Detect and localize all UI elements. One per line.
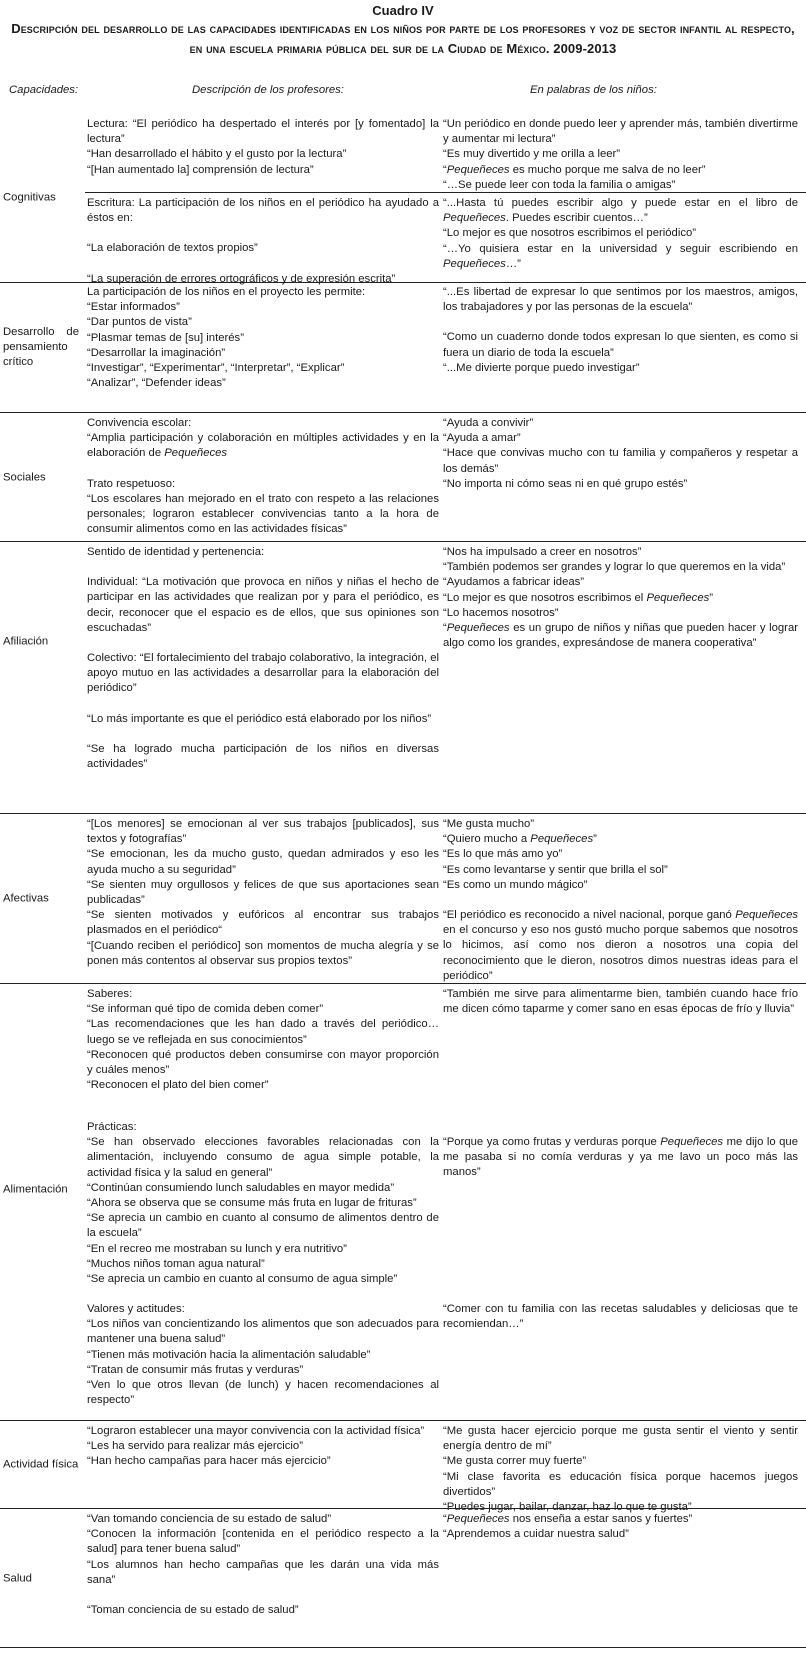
ninos-cell bbox=[443, 117, 798, 193]
quote-text: “Van tomando conciencia de su estado de salud” bbox=[87, 1513, 332, 1525]
quote-text: “Es como levantarse y sentir que brilla el sol” bbox=[443, 863, 668, 876]
capacidad-label: Salud bbox=[3, 1571, 32, 1584]
capacidad-label: Afiliación bbox=[3, 635, 49, 648]
quote-text: “Han hecho campañas para hacer más ejercicio” bbox=[87, 1455, 331, 1468]
capacidad-label: Afectivas bbox=[3, 892, 49, 905]
profesores-cell bbox=[87, 117, 439, 178]
quote-text: “Se emocionan, les da mucho gusto, quedan admirados y eso les ayuda mucho a su seguridad” bbox=[87, 848, 439, 876]
quote-text: “Se han observado elecciones favorables relacionadas con la alimentación, incluyendo consumo de agua simple potable, la actividad física y la salud en general” bbox=[87, 1136, 439, 1179]
quote-text: Convivencia escolar: bbox=[87, 417, 192, 429]
profesores-cell bbox=[87, 196, 439, 287]
quote-text: “El periódico es reconocido a nivel nacional, porque ganó Pequeñeces en el concurso y eso nos gustó mucho porque sabemos que nosotros lo hicimos, así como nos dieron a nosotros una copia del reconocimiento que le dieron, nosotros dimos nuestras ideas para el periódico” bbox=[443, 909, 798, 982]
table-row-afectivas bbox=[0, 813, 806, 984]
capacidad-label: Alimentación bbox=[3, 1183, 68, 1196]
column-header-ninos: En palabras de los niños: bbox=[530, 84, 657, 96]
quote-text: “Ayuda a convivir” bbox=[443, 417, 534, 429]
table-label: Cuadro IV bbox=[372, 3, 434, 18]
table-row-pensamiento bbox=[0, 282, 806, 413]
quote-text: “[Cuando reciben el periódico] son momentos de mucha alegría y se ponen más contentos al observar sus propios textos” bbox=[87, 939, 439, 967]
quote-text: “Dar puntos de vista” bbox=[87, 316, 192, 329]
quote-text: “Tratan de consumir más frutas y verduras” bbox=[87, 1363, 304, 1376]
quote-text: “Ayudamos a fabricar ideas” bbox=[443, 576, 585, 589]
table-row-actividad-fisica bbox=[0, 1420, 806, 1514]
newspaper-name: Pequeñeces bbox=[735, 909, 798, 922]
quote-text: “Los alumnos han hecho campañas que les darán una vida más sana” bbox=[87, 1558, 439, 1586]
quote-text: “Un periódico en donde puedo leer y aprender más, también divertirme y aumentar mi lectura” bbox=[443, 118, 798, 146]
quote-text: “...Me divierte porque puedo investigar” bbox=[443, 361, 640, 374]
quote-text: “Reconocen el plato del bien comer” bbox=[87, 1079, 269, 1092]
quote-text: “Pequeñeces nos enseña a estar sanos y fuertes” bbox=[443, 1513, 693, 1525]
profesores-cell bbox=[87, 285, 439, 391]
quote-text: “La superación de errores ortográficos y de expresión escrita” bbox=[87, 272, 396, 285]
quote-text: “Ahora se observa que se consume más fruta en lugar de frituras” bbox=[87, 1197, 417, 1210]
table-row-salud bbox=[0, 1508, 806, 1648]
quote-text: “...Hasta tú puedes escribir algo y puede estar en el libro de Pequeñeces. Puedes escribir cuentos…” bbox=[443, 197, 798, 225]
paragraph-gap bbox=[87, 560, 439, 575]
capacidad-label: Desarrollo de pensamiento crítico bbox=[3, 326, 79, 369]
quote-text: “Lo hacemos nosotros” bbox=[443, 606, 559, 619]
quote-text: “Ayuda a amar” bbox=[443, 432, 521, 445]
quote-text: “Lo mejor es que nosotros escribimos el periódico” bbox=[443, 227, 697, 240]
table-row-alimentacion bbox=[0, 983, 806, 1421]
quote-text: “Ven lo que otros llevan (de lunch) y hacen recomendaciones al respecto” bbox=[87, 1379, 439, 1407]
quote-text: Prácticas: bbox=[87, 1121, 137, 1133]
ninos-cell bbox=[443, 285, 798, 376]
newspaper-name: Pequeñeces bbox=[443, 257, 506, 270]
quote-text: “Estar informados” bbox=[87, 301, 180, 314]
quote-text: Lectura: “El periódico ha despertado el interés por [y fomentado] la lectura” bbox=[87, 118, 439, 146]
ninos-cell bbox=[443, 1424, 798, 1515]
quote-text: “Conocen la información [contenida en el periódico respecto a la salud] para tener buena salud” bbox=[87, 1528, 439, 1556]
quote-text: Saberes: bbox=[87, 988, 133, 1000]
quote-text: Trato respetuoso: bbox=[87, 477, 176, 490]
quote-text: “Investigar”, “Experimentar”, “Interpretar”, “Explicar” bbox=[87, 362, 345, 375]
paragraph-gap bbox=[443, 315, 798, 330]
quote-text: “Desarrollar la imaginación” bbox=[87, 346, 226, 359]
quote-text: “Es muy divertido y me orilla a leer” bbox=[443, 148, 621, 161]
quote-text: “Se ha logrado mucha participación de los niños en diversas actividades” bbox=[87, 742, 439, 771]
quote-text: “Es como un mundo mágico” bbox=[443, 878, 588, 891]
paragraph-gap bbox=[87, 1588, 439, 1603]
column-header-profesores: Descripción de los profesores: bbox=[192, 84, 344, 96]
ninos-cell bbox=[443, 545, 798, 651]
table-title: Descripción del desarrollo de las capacidades identificadas en los niños por parte de los profesores y voz de sector infantil al respecto, en una escuela primaria pública del sur de la Ciudad de México. 2009-2013 bbox=[11, 21, 795, 56]
quote-text: “Han desarrollado el hábito y el gusto por la lectura” bbox=[87, 148, 347, 161]
quote-text: La participación de los niños en el proyecto les permite: bbox=[87, 286, 366, 298]
capacidad-label: Cognitivas bbox=[3, 191, 56, 204]
quote-text: “Hace que convivas mucho con tu familia y compañeros y respetar a los demás” bbox=[443, 447, 798, 475]
table-row-cognitivas bbox=[0, 110, 806, 285]
quote-text: “Lo más importante es que el periódico está elaborado por los niños” bbox=[87, 712, 432, 725]
profesores-cell bbox=[87, 1512, 439, 1618]
quote-text: “Pequeñeces es un grupo de niños y niñas que pueden hacer y lograr algo como los grandes, expresándose de manera cooperativa” bbox=[443, 622, 798, 650]
capacidad-label: Sociales bbox=[3, 470, 46, 483]
profesores-cell bbox=[87, 1424, 439, 1470]
ninos-cell-valores bbox=[443, 1302, 798, 1332]
quote-text: “Nos ha impulsado a creer en nosotros” bbox=[443, 546, 642, 558]
paragraph-gap bbox=[87, 462, 439, 477]
quote-text: “Tienen más motivación hacia la alimentación saludable” bbox=[87, 1348, 371, 1361]
ninos-cell bbox=[443, 817, 798, 984]
quote-text: “Amplia participación y colaboración en múltiples actividades y en la elaboración de Pequeñeces bbox=[87, 432, 439, 460]
quote-text: “Se aprecia un cambio en cuanto al consumo de alimentos dentro de la escuela” bbox=[87, 1212, 439, 1240]
paragraph-gap bbox=[87, 226, 439, 241]
quote-text: “Me gusta mucho” bbox=[443, 818, 535, 830]
quote-text: “Toman conciencia de su estado de salud” bbox=[87, 1604, 299, 1617]
ninos-cell bbox=[443, 416, 798, 492]
quote-text: “...Es libertad de expresar lo que sentimos por los maestros, amigos, los trabajadores y por las personas de la escuela” bbox=[443, 286, 798, 314]
quote-text: “Me gusta correr muy fuerte” bbox=[443, 1455, 587, 1468]
newspaper-name: Pequeñeces bbox=[530, 833, 594, 846]
table-row-sociales bbox=[0, 412, 806, 542]
quote-text: Colectivo: “El fortalecimiento del trabajo colaborativo, la integración, el apoyo mutuo en las actividades a desarrollar para la elaboración del periódico” bbox=[87, 652, 439, 695]
ninos-cell-saberes bbox=[443, 987, 798, 1017]
newspaper-name: Pequeñeces bbox=[164, 447, 228, 460]
paragraph-gap bbox=[87, 257, 439, 272]
quote-text: “Me gusta hacer ejercicio porque me gusta sentir el viento y sentir energía dentro de mí” bbox=[443, 1425, 798, 1453]
quote-text: “…Se puede leer con toda la familia o amigas” bbox=[443, 178, 676, 191]
quote-text: Escritura: La participación de los niños en el periódico ha ayudado a éstos en: bbox=[87, 197, 439, 225]
quote-text: Sentido de identidad y pertenencia: bbox=[87, 546, 265, 558]
quote-text: “En el recreo me mostraban su lunch y era nutritivo” bbox=[87, 1242, 347, 1255]
quote-text: “Mi clase favorita es educación física porque hacemos juegos divertidos” bbox=[443, 1470, 798, 1498]
profesores-cell-saberes bbox=[87, 987, 439, 1093]
profesores-cell bbox=[87, 416, 439, 537]
quote-text: “Se informan qué tipo de comida deben comer” bbox=[87, 1003, 324, 1016]
quote-text: “Se sienten motivados y eufóricos al encontrar sus trabajos plasmados en el periódico“ bbox=[87, 909, 439, 937]
quote-text: “Analizar”, “Defender ideas” bbox=[87, 377, 226, 390]
capacidad-label: Actividad física bbox=[3, 1458, 79, 1471]
quote-text: “Se sienten muy orgullosos y felices de que sus aportaciones sean publicadas” bbox=[87, 878, 439, 907]
quote-text: “La elaboración de textos propios” bbox=[87, 242, 258, 255]
profesores-cell bbox=[87, 817, 439, 969]
quote-text: “[Los menores] se emocionan al ver sus trabajos [publicados], sus textos y fotografías” bbox=[87, 818, 439, 846]
quote-text: “Comer con tu familia con las recetas saludables y deliciosas que te recomiendan…” bbox=[443, 1303, 798, 1331]
table-bottom-rule bbox=[0, 1647, 806, 1648]
newspaper-name: Pequeñeces bbox=[446, 163, 510, 176]
column-header-capacidades: Capacidades: bbox=[9, 84, 79, 96]
quote-text: “Plasmar temas de [su] interés” bbox=[87, 331, 244, 344]
subsection-escritura bbox=[85, 192, 806, 283]
quote-text: “Es lo que más amo yo” bbox=[443, 848, 563, 861]
quote-text: “Muchos niños toman agua natural” bbox=[87, 1257, 265, 1270]
paragraph-gap bbox=[87, 697, 439, 712]
ninos-cell bbox=[443, 196, 798, 272]
quote-text: “También me sirve para alimentarme bien, también cuando hace frío me dicen cómo taparme y comer sano en esas épocas de frío y lluvia” bbox=[443, 988, 798, 1016]
quote-text: “Pequeñeces es mucho porque me salva de no leer” bbox=[443, 163, 706, 176]
quote-text: “Reconocen qué productos deben consumirse con mayor proporción y cuáles menos” bbox=[87, 1048, 439, 1077]
quote-text: “Quiero mucho a Pequeñeces” bbox=[443, 833, 597, 846]
newspaper-name: Pequeñeces bbox=[446, 1513, 510, 1525]
ninos-cell-practicas bbox=[443, 1135, 798, 1181]
quote-text: “Continúan consumiendo lunch saludables en mayor medida” bbox=[87, 1181, 395, 1194]
profesores-cell-valores bbox=[87, 1302, 439, 1408]
quote-text: “Lograron establecer una mayor convivencia con la actividad física” bbox=[87, 1425, 425, 1437]
quote-text: Individual: “La motivación que provoca en niños y niñas el hecho de participar en las actividades que realizan por y para el periódico, es decir, reconocer que el espacio es de ellos, que sus opiniones son escuchadas” bbox=[87, 576, 439, 634]
quote-text: Valores y actitudes: bbox=[87, 1303, 185, 1315]
paragraph-gap bbox=[87, 727, 439, 742]
quote-text: “Puedes jugar, bailar, danzar, haz lo que te gusta” bbox=[443, 1501, 692, 1514]
quote-text: “Aprendemos a cuidar nuestra salud” bbox=[443, 1528, 629, 1541]
newspaper-name: Pequeñeces bbox=[660, 1136, 724, 1148]
table-row-afiliacion bbox=[0, 541, 806, 814]
quote-text: “Las recomendaciones que les han dado a través del periódico… luego se ve reflejada en sus conocimientos” bbox=[87, 1018, 439, 1046]
quote-text: “Les ha servido para realizar más ejercicio” bbox=[87, 1440, 303, 1453]
quote-text: “Se aprecia un cambio en cuanto al consumo de agua simple” bbox=[87, 1273, 398, 1286]
paragraph-gap bbox=[87, 636, 439, 651]
quote-text: “Como un cuaderno donde todos expresan lo que sienten, es como si fuera un diario de toda la escuela” bbox=[443, 331, 798, 359]
quote-text: “No importa ni cómo seas ni en qué grupo estés” bbox=[443, 477, 688, 490]
profesores-cell-practicas bbox=[87, 1120, 439, 1287]
quote-text: “También podemos ser grandes y lograr lo que queremos en la vida” bbox=[443, 561, 786, 574]
quote-text: “[Han aumentado la] comprensión de lectura” bbox=[87, 163, 314, 176]
quote-text: “Los niños van concientizando los alimentos que son adecuados para mantener una buena salud” bbox=[87, 1318, 439, 1346]
newspaper-name: Pequeñeces bbox=[646, 591, 710, 604]
ninos-cell bbox=[443, 1512, 798, 1542]
paragraph-gap bbox=[443, 893, 798, 908]
quote-text: “Lo mejor es que nosotros escribimos el Pequeñeces” bbox=[443, 591, 714, 604]
profesores-cell bbox=[87, 545, 439, 772]
quote-text: “Los escolares han mejorado en el trato con respeto a las relaciones personales; lograron establecer convivencias tanto a la hora de consumir alimentos como en las actividades físicas” bbox=[87, 492, 439, 536]
newspaper-name: Pequeñeces bbox=[446, 622, 510, 635]
newspaper-name: Pequeñeces bbox=[443, 212, 506, 225]
quote-text: “…Yo quisiera estar en la universidad y seguir escribiendo en Pequeñeces…” bbox=[443, 242, 798, 270]
quote-text: “Porque ya como frutas y verduras porque Pequeñeces me dijo lo que me pasaba si no comía verduras y ya me lavo un poco más las manos” bbox=[443, 1136, 798, 1179]
